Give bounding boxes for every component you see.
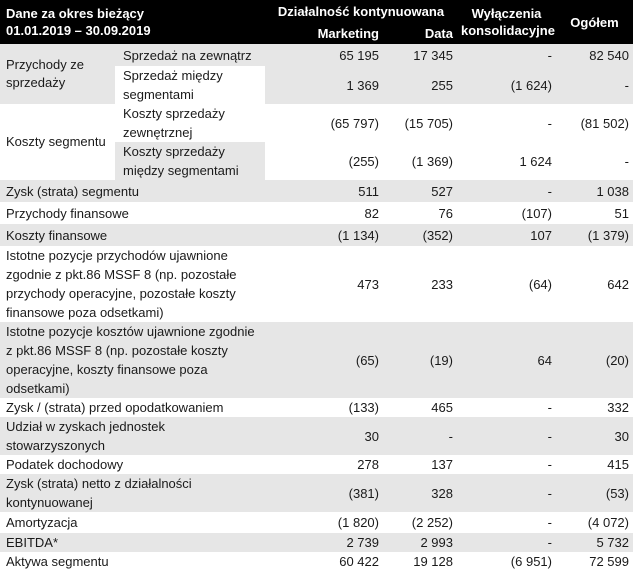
- cell-data: (15 705): [383, 104, 457, 142]
- cell-marketing: (381): [265, 474, 383, 512]
- table-row: [0, 474, 633, 512]
- table-row: [0, 246, 633, 322]
- period-header: [0, 0, 265, 44]
- cell-total: 51: [556, 202, 633, 224]
- row-label: Sprzedaż na zewnątrz: [115, 44, 265, 66]
- cell-total: (53): [556, 474, 633, 512]
- cell-marketing: 30: [265, 417, 383, 455]
- cell-total: -: [556, 142, 633, 180]
- cell-marketing: (1 134): [265, 224, 383, 246]
- table-row: [0, 202, 633, 224]
- cell-marketing: (133): [265, 398, 383, 417]
- cell-marketing: 1 369: [265, 66, 383, 104]
- cell-data: 19 128: [383, 552, 457, 571]
- cell-elim: -: [457, 512, 556, 533]
- cell-elim: -: [457, 474, 556, 512]
- cell-total: (20): [556, 322, 633, 398]
- cell-data: 137: [383, 455, 457, 474]
- row-label: Udział w zyskach jednostek stowarzyszonych: [0, 417, 265, 455]
- row-label: Zysk / (strata) przed opodatkowaniem: [0, 398, 265, 417]
- table-row: [0, 455, 633, 474]
- cell-elim: -: [457, 398, 556, 417]
- cell-elim: 64: [457, 322, 556, 398]
- cell-total: 1 038: [556, 180, 633, 202]
- cell-data: 76: [383, 202, 457, 224]
- cell-elim: -: [457, 455, 556, 474]
- cell-total: (4 072): [556, 512, 633, 533]
- row-label: EBITDA*: [0, 533, 265, 552]
- cell-marketing: 511: [265, 180, 383, 202]
- row-label: Koszty sprzedaży między segmentami: [115, 142, 265, 180]
- cell-elim: -: [457, 180, 556, 202]
- row-label: Koszty finansowe: [0, 224, 265, 246]
- cell-data: 255: [383, 66, 457, 104]
- cell-total: 332: [556, 398, 633, 417]
- cell-total: 642: [556, 246, 633, 322]
- cell-total: 72 599: [556, 552, 633, 571]
- cell-elim: -: [457, 533, 556, 552]
- row-label: Sprzedaż między segmentami: [115, 66, 265, 104]
- marketing-header: Marketing: [265, 22, 383, 44]
- cell-data: 328: [383, 474, 457, 512]
- cell-total: 415: [556, 455, 633, 474]
- period-line1: Dane za okres bieżący: [6, 6, 145, 21]
- table-row: [0, 224, 633, 246]
- table-row: [0, 322, 633, 398]
- data-header: Data: [383, 22, 457, 44]
- cell-elim: -: [457, 417, 556, 455]
- cell-elim: -: [457, 104, 556, 142]
- table-row: [0, 180, 633, 202]
- cell-total: 30: [556, 417, 633, 455]
- cell-data: 527: [383, 180, 457, 202]
- group-label-revenue: Przychody ze sprzedaży: [0, 44, 115, 104]
- cell-elim: -: [457, 44, 556, 66]
- cell-total: 5 732: [556, 533, 633, 552]
- cell-data: 2 993: [383, 533, 457, 552]
- cell-data: 465: [383, 398, 457, 417]
- row-label: Istotne pozycje kosztów ujawnione zgodnie z pkt.86 MSSF 8 (np. pozostałe koszty operacyjne, koszty finansowe poza odsetkami): [0, 322, 265, 398]
- cell-total: (1 379): [556, 224, 633, 246]
- cell-marketing: (65 797): [265, 104, 383, 142]
- table-row: [0, 104, 633, 142]
- row-label: Amortyzacja: [0, 512, 265, 533]
- continuing-header: Działalność kontynuowana: [265, 0, 457, 22]
- table-row: [0, 44, 633, 66]
- cell-marketing: 2 739: [265, 533, 383, 552]
- table-row: [0, 417, 633, 455]
- cell-elim: (1 624): [457, 66, 556, 104]
- cell-data: 233: [383, 246, 457, 322]
- cell-data: 17 345: [383, 44, 457, 66]
- cell-marketing: 473: [265, 246, 383, 322]
- cell-total: -: [556, 66, 633, 104]
- period-line2: 01.01.2019 – 30.09.2019: [6, 23, 151, 38]
- cell-data: (1 369): [383, 142, 457, 180]
- row-label: Istotne pozycje przychodów ujawnione zgodnie z pkt.86 MSSF 8 (np. pozostałe przychody operacyjne, pozostałe koszty finansowe poza odsetkami): [0, 246, 265, 322]
- cell-data: (19): [383, 322, 457, 398]
- row-label: Zysk (strata) netto z działalności kontynuowanej: [0, 474, 265, 512]
- table-row: [0, 552, 633, 571]
- elim-line1: Wyłączenia: [471, 6, 542, 21]
- cell-marketing: 60 422: [265, 552, 383, 571]
- cell-data: (352): [383, 224, 457, 246]
- total-header: Ogółem: [556, 0, 633, 44]
- row-label: Aktywa segmentu: [0, 552, 265, 571]
- cell-elim: (6 951): [457, 552, 556, 571]
- row-label: Zysk (strata) segmentu: [0, 180, 265, 202]
- cell-data: -: [383, 417, 457, 455]
- elim-header: [457, 0, 556, 44]
- group-label-costs: Koszty segmentu: [0, 104, 115, 180]
- cell-total: 82 540: [556, 44, 633, 66]
- cell-data: (2 252): [383, 512, 457, 533]
- elim-line2: konsolidacyjne: [461, 23, 555, 38]
- cell-marketing: 65 195: [265, 44, 383, 66]
- row-label: Koszty sprzedaży zewnętrznej: [115, 104, 265, 142]
- cell-marketing: (65): [265, 322, 383, 398]
- cell-total: (81 502): [556, 104, 633, 142]
- cell-marketing: 82: [265, 202, 383, 224]
- row-label: Podatek dochodowy: [0, 455, 265, 474]
- table-row: [0, 398, 633, 417]
- cell-marketing: (255): [265, 142, 383, 180]
- cell-elim: (107): [457, 202, 556, 224]
- cell-elim: 107: [457, 224, 556, 246]
- table-row: [0, 533, 633, 552]
- cell-elim: (64): [457, 246, 556, 322]
- table-row: [0, 512, 633, 533]
- cell-marketing: 278: [265, 455, 383, 474]
- row-label: Przychody finansowe: [0, 202, 265, 224]
- cell-marketing: (1 820): [265, 512, 383, 533]
- cell-elim: 1 624: [457, 142, 556, 180]
